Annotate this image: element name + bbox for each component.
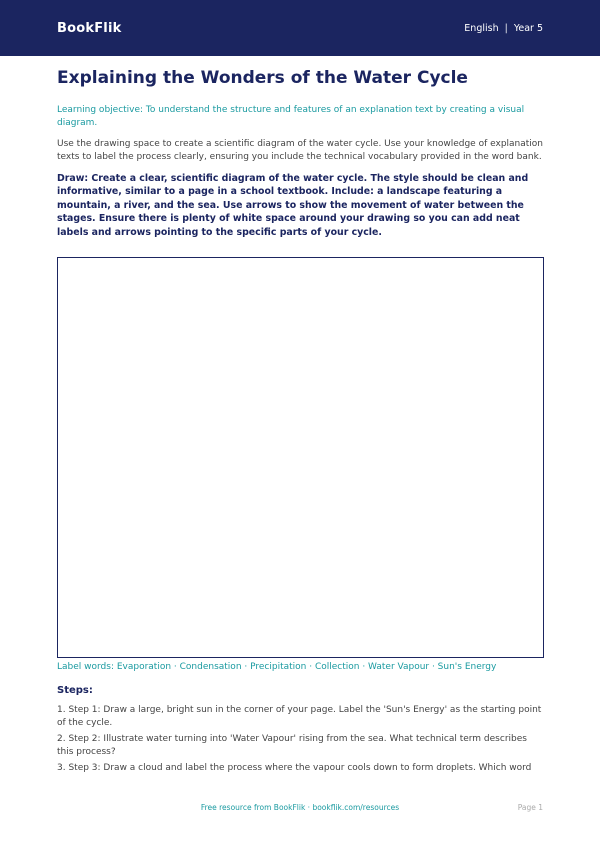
- meta-separator: |: [504, 22, 508, 34]
- intro-text: Use the drawing space to create a scientific diagram of the water cycle. Use your knowledge of explanation texts to label the process clearly, ensuring you include the technical vocabulary provided in the word bank.: [57, 139, 544, 162]
- label-word-bank: Label words: Evaporation · Condensation · Precipitation · Collection · Water Vapour · Sun's Energy: [57, 662, 497, 672]
- subject-label: English: [464, 22, 499, 34]
- learning-objective: Learning objective: To understand the structure and features of an explanation text by creating a visual diagram.: [57, 105, 525, 128]
- step-item: 3. Step 3: Draw a cloud and label the process where the vapour cools down to form droplets. Which word: [57, 763, 532, 773]
- footer-link[interactable]: Free resource from BookFlik · bookflik.com/resources: [200, 803, 400, 812]
- page-number: Page 1: [517, 803, 543, 812]
- year-label: Year 5: [513, 22, 543, 34]
- steps-section: [57, 684, 543, 775]
- drawing-area[interactable]: [57, 257, 544, 658]
- steps-title: Steps:: [57, 685, 93, 696]
- header-meta: [464, 23, 543, 34]
- step-item: 2. Step 2: Illustrate water turning into 'Water Vapour' rising from the sea. What technical term describes this process?: [57, 734, 527, 757]
- brand-logo[interactable]: BookFlik: [57, 20, 122, 36]
- worksheet-content: [57, 64, 543, 239]
- page-title: Explaining the Wonders of the Water Cycle: [57, 68, 468, 88]
- draw-instruction: Draw: Create a clear, scientific diagram of the water cycle. The style should be clean and informative, similar to a page in a school textbook. Include: a landscape featuring a mountain, a river, and the sea. Use arrows to show the movement of water between the stages. Ensure there is plenty of white space around your drawing so you can add neat labels and arrows pointing to the specific parts of your cycle.: [57, 173, 529, 238]
- step-item: 1. Step 1: Draw a large, bright sun in the corner of your page. Label the 'Sun's Energy' as the starting point of the cycle.: [57, 705, 542, 728]
- page-footer: [0, 801, 600, 815]
- page-header: [0, 0, 600, 56]
